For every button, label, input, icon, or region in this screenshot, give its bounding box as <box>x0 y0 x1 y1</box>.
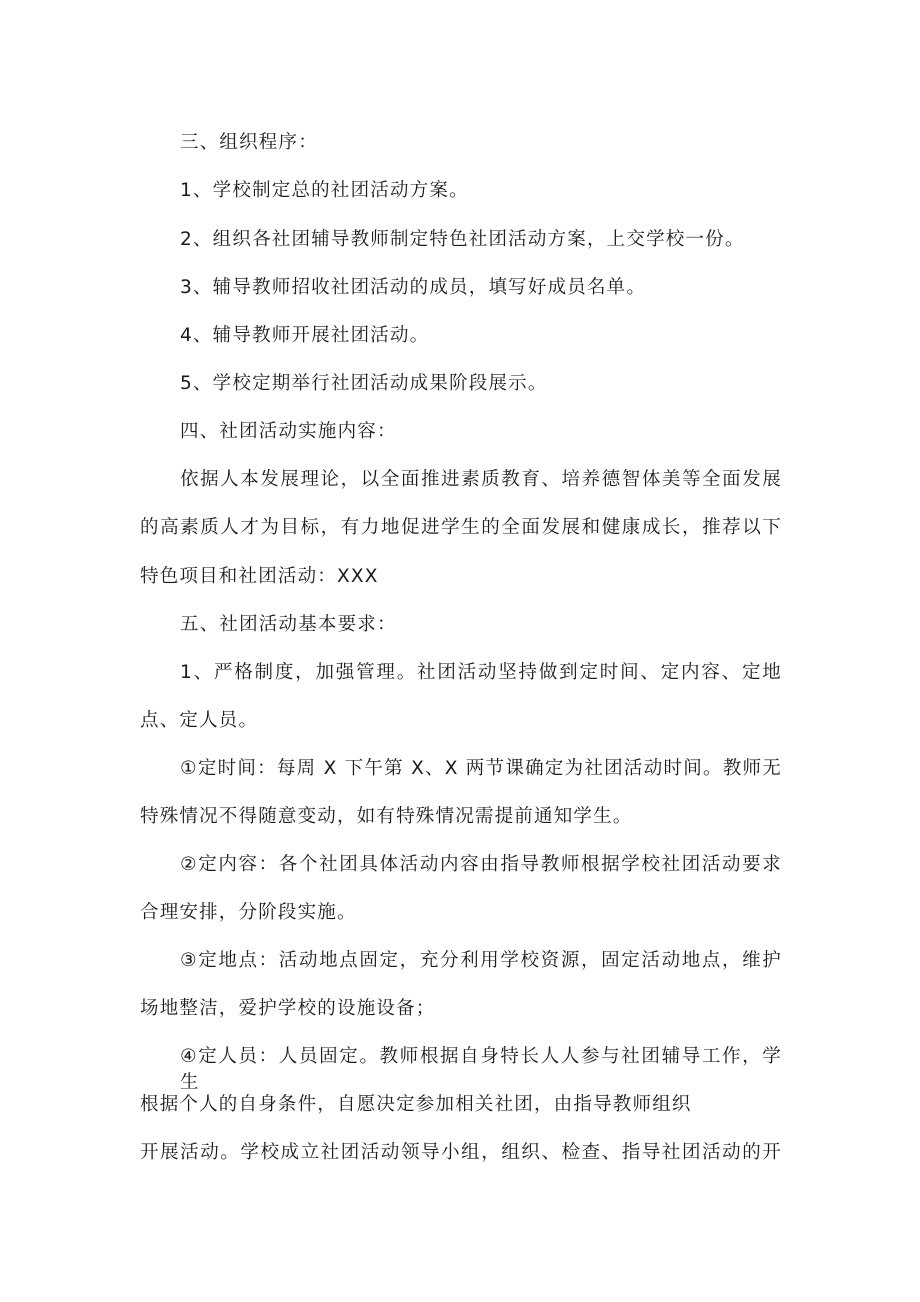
fixed-content-paragraph-line: ②定内容：各个社团具体活动内容由指导教师根据学校社团活动要求 <box>180 854 782 875</box>
content-paragraph-line: 依据人本发展理论，以全面推进素质教育、培养德智体美等全面发展 <box>180 469 782 490</box>
requirement-paragraph-line: 点、定人员。 <box>140 710 259 731</box>
procedure-step-5: 5、学校定期举行社团活动成果阶段展示。 <box>180 373 548 394</box>
fixed-time-paragraph-line: 特殊情况不得随意变动，如有特殊情况需提前通知学生。 <box>140 806 633 827</box>
fixed-time-paragraph-line: ①定时间：每周 X 下午第 X、X 两节课确定为社团活动时间。教师无 <box>180 758 782 779</box>
section-heading-organization: 三、组织程序： <box>180 132 318 153</box>
content-paragraph-line: 的高素质人才为目标，有力地促进学生的全面发展和健康成长，推荐以下 <box>140 517 782 538</box>
fixed-place-paragraph-line: ③定地点：活动地点固定，充分利用学校资源，固定活动地点，维护 <box>180 950 782 971</box>
section-heading-content: 四、社团活动实施内容： <box>180 421 397 442</box>
fixed-place-paragraph-line: 场地整洁，爱护学校的设施设备； <box>140 998 436 1019</box>
content-paragraph-line: 特色项目和社团活动：XXX <box>140 566 379 587</box>
section-heading-requirements: 五、社团活动基本要求： <box>180 614 397 635</box>
procedure-step-4: 4、辅导教师开展社团活动。 <box>180 325 430 346</box>
fixed-content-paragraph-line: 合理安排，分阶段实施。 <box>140 902 357 923</box>
requirement-paragraph-line: 1、严格制度，加强管理。社团活动坚持做到定时间、定内容、定地 <box>180 662 782 683</box>
fixed-staff-paragraph-line: ④定人员：人员固定。教师根据自身特长人人参与社团辅导工作，学生 <box>180 1046 782 1093</box>
fixed-staff-paragraph-line: 开展活动。学校成立社团活动领导小组，组织、检查、指导社团活动的开 <box>140 1142 782 1163</box>
fixed-staff-paragraph-line: 根据个人的自身条件，自愿决定参加相关社团，由指导教师组织 <box>140 1094 692 1115</box>
procedure-step-3: 3、辅导教师招收社团活动的成员，填写好成员名单。 <box>180 277 647 298</box>
procedure-step-1: 1、学校制定总的社团活动方案。 <box>180 180 469 201</box>
procedure-step-2: 2、组织各社团辅导教师制定特色社团活动方案，上交学校一份。 <box>180 229 745 250</box>
